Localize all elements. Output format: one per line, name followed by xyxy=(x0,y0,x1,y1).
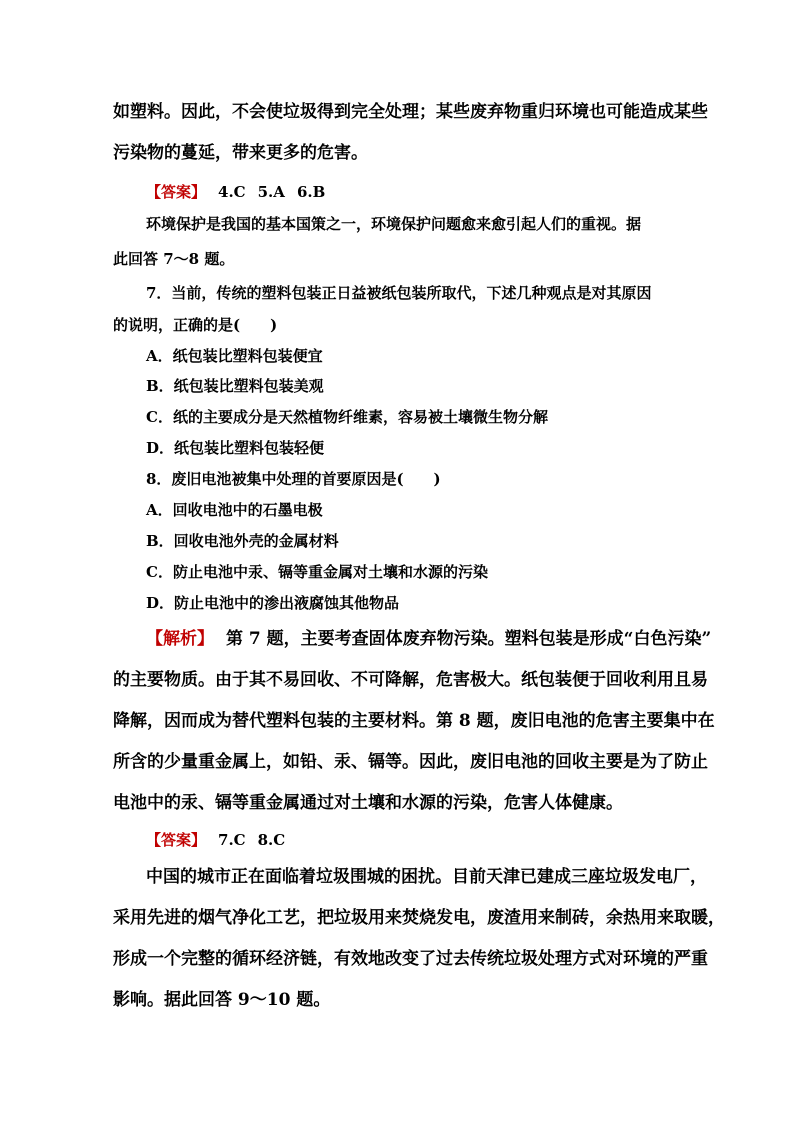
paragraph-line: 污染物的蔓延，带来更多的危害。 xyxy=(113,143,368,163)
paragraph-line: 环境保护是我国的基本国策之一，环境保护问题愈来愈引起人们的重视。据 xyxy=(146,215,642,233)
question-stem: 的说明，正确的是( ) xyxy=(113,316,278,334)
paragraph-line: 如塑料。因此，不会使垃圾得到完全处理；某些废弃物重归环境也可能造成某些 xyxy=(113,102,708,122)
analysis-first-line xyxy=(146,631,711,648)
answer-value: 8.C xyxy=(257,831,286,849)
paragraph-line: 此回答 7～8 题。 xyxy=(113,250,235,268)
answer-line xyxy=(146,833,285,848)
answer-tag: 【答案】 xyxy=(146,831,207,849)
answer-tag: 【答案】 xyxy=(146,183,207,201)
option-item: B．回收电池外壳的金属材料 xyxy=(146,532,339,550)
option-item: C．纸的主要成分是天然植物纤维素，容易被土壤微生物分解 xyxy=(146,408,548,426)
paragraph-line: 影响。据此回答 9～10 题。 xyxy=(113,990,331,1010)
answer-value: 7.C xyxy=(218,831,246,849)
answer-value: 5.A xyxy=(257,183,285,201)
paragraph-line: 所含的少量重金属上，如铅、汞、镉等。因此，废旧电池的回收主要是为了防止 xyxy=(113,752,708,772)
option-item: C．防止电池中汞、镉等重金属对土壤和水源的污染 xyxy=(146,563,488,581)
paragraph-line: 中国的城市正在面临着垃圾围城的困扰。目前天津已建成三座垃圾发电厂， xyxy=(146,867,707,887)
paragraph-line: 的主要物质。由于其不易回收、不可降解，危害极大。纸包装便于回收利用且易 xyxy=(113,670,708,690)
option-item: A．回收电池中的石墨电极 xyxy=(146,501,323,519)
option-item: B．纸包装比塑料包装美观 xyxy=(146,377,324,395)
option-item: D．纸包装比塑料包装轻便 xyxy=(146,439,325,457)
answer-value: 6.B xyxy=(296,183,326,201)
answer-value: 4.C xyxy=(218,183,246,201)
answer-line xyxy=(146,185,325,200)
question-stem: 7．当前，传统的塑料包装正日益被纸包装所取代，下述几种观点是对其原因 xyxy=(146,284,652,302)
paragraph-line: 降解，因而成为替代塑料包装的主要材料。第 8 题，废旧电池的危害主要集中在 xyxy=(113,711,715,731)
analysis-text: 第 7 题，主要考查固体废弃物污染。塑料包装是形成“白色污染” xyxy=(226,629,712,649)
question-stem: 8．废旧电池被集中处理的首要原因是( ) xyxy=(146,470,441,488)
paragraph-line: 电池中的汞、镉等重金属通过对土壤和水源的污染，危害人体健康。 xyxy=(113,793,623,813)
option-item: D．防止电池中的渗出液腐蚀其他物品 xyxy=(146,594,400,612)
paragraph-line: 采用先进的烟气净化工艺，把垃圾用来焚烧发电，废渣用来制砖，余热用来取暖， xyxy=(113,908,725,928)
option-item: A．纸包装比塑料包装便宜 xyxy=(146,347,323,365)
analysis-tag: 【解析】 xyxy=(146,629,214,649)
paragraph-line: 形成一个完整的循环经济链，有效地改变了过去传统垃圾处理方式对环境的严重 xyxy=(113,949,708,969)
